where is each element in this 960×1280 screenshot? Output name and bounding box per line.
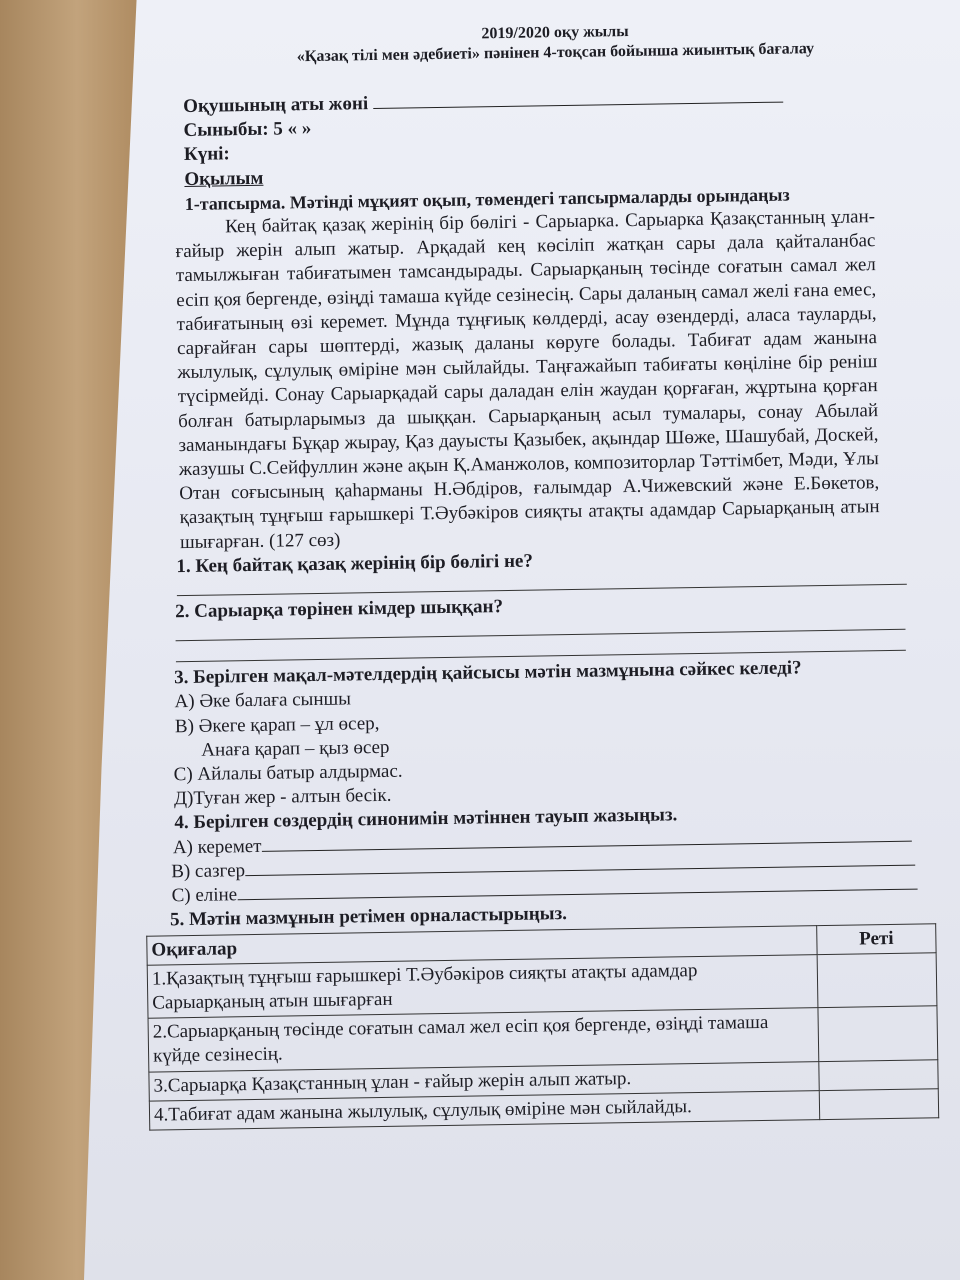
order-table	[146, 923, 939, 1131]
q3-option-b: В) Әкеге қарап – ұл өсер,	[174, 712, 380, 737]
student-name-label: Оқушының аты жөні	[183, 93, 369, 118]
question-5: 5. Мәтін мазмұнын ретімен орналастырыңыз.	[169, 903, 568, 931]
question-3: 3. Берілген мақал-мәтелдердің қайсысы мәтін мазмұнына сәйкес келеді?	[174, 657, 802, 689]
school-year: 2019/2020 оқу жылы	[481, 23, 629, 43]
q4-option-b: В) сазгер	[171, 860, 246, 883]
q3-option-d: Д)Туған жер - алтын бесік.	[173, 785, 392, 810]
event-cell-4: 4.Табиғат адам жанына жылулық, сұлулық өміріне мән сыйлайды.	[149, 1090, 819, 1130]
worksheet	[120, 17, 937, 1130]
order-cell-3[interactable]	[819, 1059, 938, 1090]
question-4: 4. Берілген сөздердің синонимін мәтіннен тауып жазыңыз.	[174, 804, 678, 834]
date-label: Күні:	[183, 143, 230, 166]
order-cell-1[interactable]	[817, 952, 937, 1007]
event-cell-3: 3.Сарыарқа Қазақстанның ұлан - ғайыр жерін алып жатыр.	[149, 1061, 819, 1101]
order-column-header: Реті	[817, 923, 936, 954]
q4-option-a: А) керемет	[172, 835, 262, 858]
events-column-header: Оқиғалар	[147, 925, 817, 965]
reading-text: Кең байтақ қазақ жерінің бір бөлігі - Сарыарка. Сарыарка Қазақстанның ұлан-ғайыр жерін алып жатыр. Арқадай кең көсіліп жатқан сары дала қайталанбас тамылжыған табиғатымен тамсандырады. Сарыарқаның төсінде соғатын самал жел есіп қоя бергенде, өзіңді тамаша күйде сезінесің. Сары даланың самал желі ғана емес, табиғатының өзі керемет. Мұнда тұңғиық көлдерді, асау өзендерді, аласа тауларды, сарғайған сары шөптерді, жазық даланы көруге болады. Табиғат адам жанына жылулық, сұлулық өміріне мән сыйлайды. Таңғажайып табиғаты көңіліне бір реніш түсірмейді. Сонау Сарыарқадай сары даладан елін жаудан қорғаған, жұртына қорған болған батырларымыз да шыққан. Сарыарқаның асыл тумалары, сонау Абылай заманындағы Бұқар жырау, Қаз дауысты Қазыбек, ақындар Шөже, Шашубай, Доскей, жазушы С.Сейфуллин және ақын Қ.Аманжолов, композиторлар Тәттімбет, Мәди, Ұлы Отан соғысының қаһарманы Н.Әбдіров, ғалымдар А.Чижевский және Е.Бөкетов, қазақтың тұңғыш ғарышкері Т.Әубәкіров сияқты атақты адамдар Сарыарқаның атын шығарған. (127 сөз)	[175, 206, 880, 553]
event-cell-1: 1.Қазақтың тұңғыш ғарышкері Т.Әубәкіров сияқты атақты адамдар Сарыарқаның атын шығарған	[147, 954, 818, 1018]
q3-option-b-line2: Анаға қарап – қыз өсер	[201, 736, 390, 761]
section-title: Оқылым	[184, 167, 264, 190]
worksheet-title: «Қазақ тілі мен әдебиеті» пәнінен 4-тоқсан бойынша жиынтық бағалау	[296, 40, 815, 66]
q4-option-c: С) еліне	[171, 884, 238, 907]
event-cell-2: 2.Сарыарқаның төсінде соғатын самал жел есіп қоя бергенде, өзіңді тамаша күйде сезінесің.	[148, 1008, 819, 1072]
q3-option-a: А) Әке балаға сыншы	[174, 688, 352, 713]
question-2: 2. Сарыарқа төрінен кімдер шыққан?	[174, 596, 504, 623]
order-cell-2[interactable]	[818, 1006, 938, 1061]
q3-option-c: С) Айлалы батыр алдырмас.	[173, 760, 403, 786]
task1-title: 1-тапсырма. Мәтінді мұқият оқып, төмендегі тапсырмаларды орындаңыз	[184, 184, 790, 214]
class-label: Сыныбы: 5 « »	[183, 118, 312, 142]
order-cell-4[interactable]	[819, 1088, 938, 1119]
question-1: 1. Кең байтақ қазақ жерінің бір бөлігі не?	[176, 550, 534, 578]
